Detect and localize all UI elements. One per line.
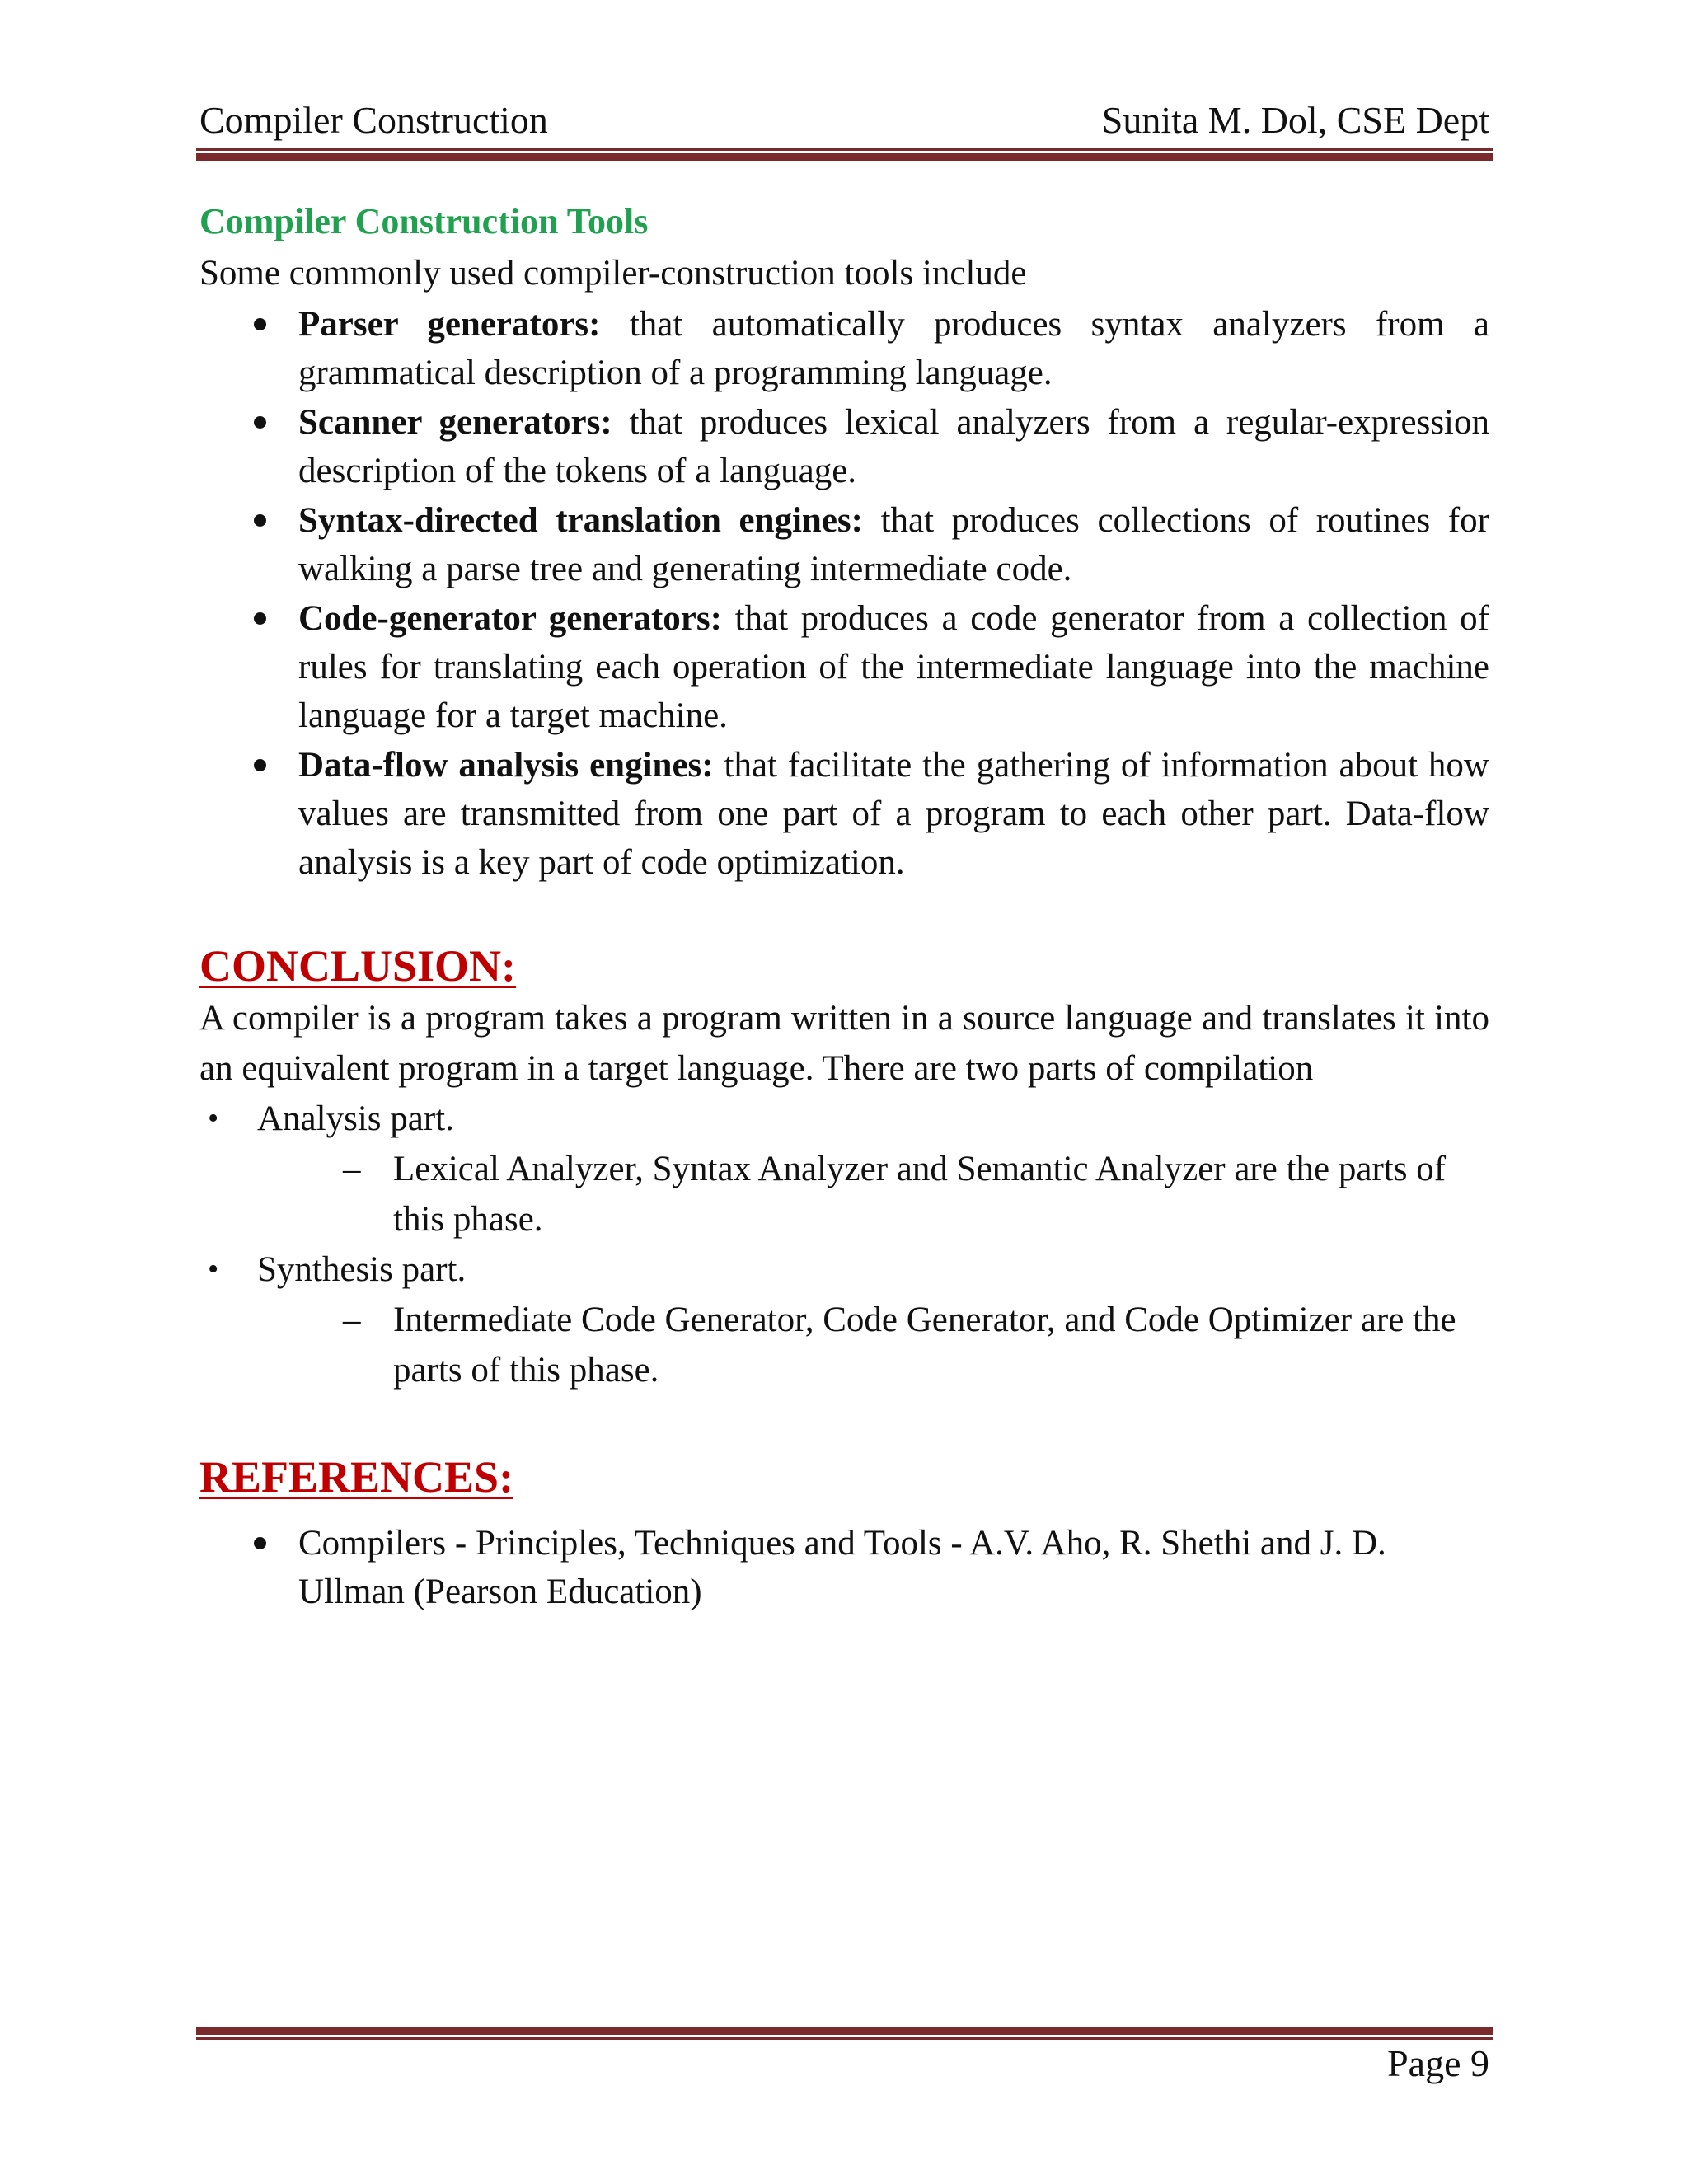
compilation-parts-list [199,1094,1489,1395]
list-item [199,1094,1489,1244]
bullet-icon [254,514,266,527]
sub-list [257,1295,1489,1395]
list-item [199,300,1489,397]
references-list [199,1519,1489,1616]
tool-description: that produces a code generator from a collection of rules for translating each operation of the intermediate language into the machine language for a target machine. [298,599,1489,735]
tool-description: that automatically produces syntax analyzers from a grammatical description of a programming language. [298,305,1489,392]
page-content [199,194,1489,1617]
section-intro: Some commonly used compiler-construction tools include [199,254,1027,293]
tool-term: Parser generators: [298,305,601,344]
list-item [199,1519,1489,1616]
tool-description: that produces lexical analyzers from a regular-expression description of the tokens of a language. [298,403,1490,490]
header-author: Sunita M. Dol, CSE Dept [1101,99,1489,141]
list-item [199,1244,1489,1395]
reference-text: Compilers - Principles, Techniques and Tools - A.V. Aho, R. Shethi and J. D. Ullman (Pearson Education) [298,1524,1386,1611]
bullet-icon [254,612,266,625]
footer-rule [196,2027,1493,2040]
bullet-icon [254,318,266,330]
conclusion-heading: CONCLUSION: [199,941,517,991]
tool-term: Code-generator generators: [298,599,722,638]
dash-icon: – [343,1301,361,1339]
page-header [199,96,1489,145]
tools-list [199,300,1489,887]
tool-description: that produces collections of routines for walking a parse tree and generating intermediate code. [298,501,1489,588]
header-course-title: Compiler Construction [199,99,548,141]
list-item [257,1144,1489,1244]
bullet-icon: • [208,1101,219,1136]
bullet-icon [254,416,266,429]
header-rule [196,148,1493,161]
bullet-icon [254,759,266,771]
tool-term: Data-flow analysis engines: [298,746,714,785]
list-item [199,398,1489,495]
section-title: Compiler Construction Tools [199,201,649,241]
references-heading: REFERENCES: [199,1452,514,1502]
bullet-icon: • [208,1252,219,1286]
page-number: Page 9 [1387,2042,1489,2084]
tool-description: that facilitate the gathering of information about how values are transmitted from one part of a program to each other part. Data-flow analysis is a key part of code optimization. [298,746,1489,882]
part-label: Synthesis part. [257,1250,467,1289]
list-item [199,741,1489,887]
list-item [199,496,1489,593]
bullet-icon [254,1537,266,1549]
tool-term: Scanner generators: [298,403,612,442]
part-detail: Intermediate Code Generator, Code Generator, and Code Optimizer are the parts of this phase. [393,1301,1456,1390]
conclusion-paragraph: A compiler is a program takes a program written in a source language and translates it into an equivalent program in a target language. There are two parts of compilation [199,999,1489,1088]
tool-term: Syntax-directed translation engines: [298,501,863,540]
dash-icon: – [343,1150,361,1188]
sub-list [257,1144,1489,1244]
part-detail: Lexical Analyzer, Syntax Analyzer and Semantic Analyzer are the parts of this phase. [393,1150,1447,1239]
part-label: Analysis part. [257,1099,454,1138]
list-item [199,594,1489,740]
list-item [257,1295,1489,1395]
